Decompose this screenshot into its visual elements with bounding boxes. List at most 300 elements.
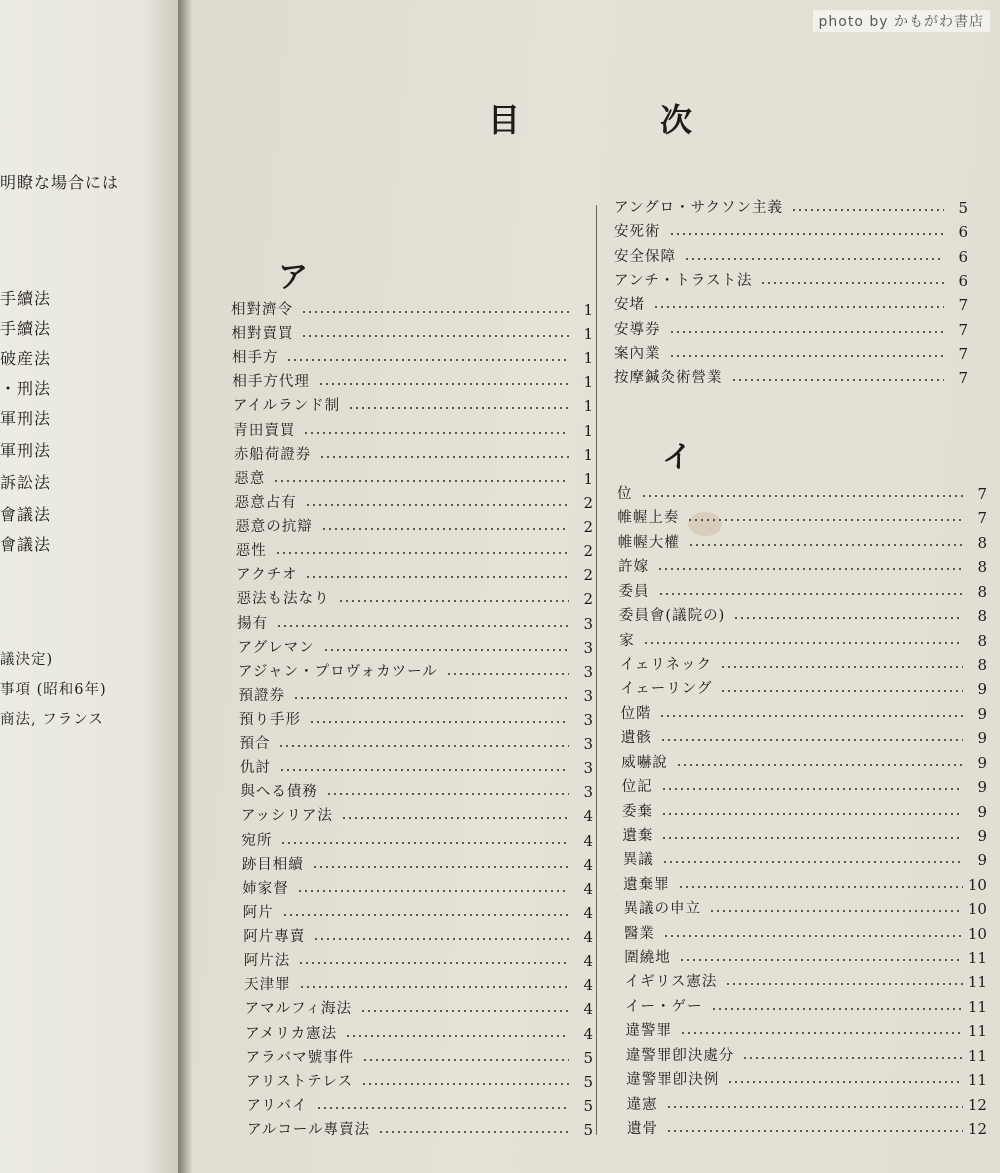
dot-leader — [760, 280, 944, 286]
toc-entry-term: 青田賣買 — [233, 422, 296, 439]
dot-leader — [280, 840, 569, 846]
dot-leader — [662, 859, 963, 865]
dot-leader — [688, 542, 963, 548]
toc-entry-page-number: 5 — [583, 1096, 593, 1115]
dot-leader — [661, 835, 963, 841]
toc-entry-page-number: 2 — [583, 590, 593, 609]
toc-entry-page-number: 4 — [583, 1024, 593, 1043]
dot-leader — [680, 1030, 963, 1036]
toc-entry-page-number: 12 — [967, 1120, 987, 1138]
toc-entry-page-number: 4 — [583, 1000, 593, 1019]
toc-entry — [623, 873, 987, 895]
toc-entry-term: 跡目相續 — [241, 856, 304, 873]
toc-entry — [238, 660, 593, 682]
dot-leader — [660, 737, 963, 743]
toc-entry-page-number: 11 — [967, 1046, 987, 1065]
toc-entry-term: 預合 — [239, 736, 271, 753]
toc-entry — [626, 1068, 987, 1090]
dot-leader — [666, 1104, 963, 1110]
toc-entry-term: 家 — [619, 632, 635, 649]
toc-entry-term: 遺棄 — [622, 827, 654, 844]
toc-entry-page-number: 1 — [583, 421, 593, 440]
toc-entry — [235, 515, 593, 537]
dot-leader — [653, 304, 944, 310]
toc-entry — [619, 629, 987, 651]
toc-entry — [624, 946, 987, 968]
toc-entry-page-number: 6 — [958, 271, 968, 290]
dot-leader — [298, 960, 569, 966]
toc-entry-term: アグレマン — [237, 639, 315, 656]
toc-entry-term: 阿片法 — [243, 953, 291, 970]
toc-entry-term: アイルランド制 — [232, 398, 341, 415]
dot-leader — [312, 864, 569, 870]
left-page-line: 議決定) — [0, 652, 54, 668]
toc-entry — [614, 245, 968, 267]
toc-entry-term: 預證券 — [238, 687, 286, 704]
dot-leader — [666, 1128, 963, 1134]
section-heading-letter: イ — [662, 440, 692, 475]
toc-entry-page-number: 9 — [977, 704, 987, 723]
dot-leader — [643, 640, 963, 646]
toc-entry — [620, 702, 987, 724]
toc-entry-page-number: 9 — [977, 680, 987, 699]
title-char-1: 目 — [488, 101, 523, 139]
toc-entry — [617, 482, 987, 504]
dot-leader — [733, 615, 963, 621]
dot-leader — [378, 1129, 569, 1135]
left-page-line: 軍刑法 — [0, 441, 52, 460]
dot-leader — [678, 884, 963, 890]
dot-leader — [301, 309, 569, 315]
dot-leader — [658, 591, 963, 597]
toc-entry-page-number: 11 — [967, 1071, 987, 1090]
toc-entry-page-number: 5 — [958, 199, 968, 217]
left-page-line: 手續法 — [0, 289, 52, 308]
toc-entry-page-number: 9 — [977, 802, 987, 821]
toc-entry-term: 委棄 — [622, 803, 653, 820]
toc-entry-page-number: 8 — [977, 631, 987, 650]
dot-leader — [684, 256, 944, 262]
toc-entry-term: 圍繞地 — [624, 950, 671, 967]
toc-entry — [624, 897, 987, 919]
toc-entry-term: 阿片專賣 — [243, 929, 306, 946]
dot-leader — [319, 454, 569, 460]
toc-entry — [622, 824, 987, 846]
toc-entry-term: イー・ゲー — [625, 998, 703, 1015]
left-page-line: 商法, フランス — [0, 712, 104, 728]
toc-entry-term: アクチオ — [236, 567, 298, 584]
dot-leader — [361, 1081, 569, 1087]
toc-entry-term: 相對賣買 — [231, 326, 294, 343]
toc-entry-term: アンチ・トラスト法 — [614, 272, 753, 289]
toc-entry-page-number: 3 — [583, 638, 593, 657]
toc-entry-page-number: 9 — [977, 729, 987, 748]
toc-entry-term: 威嚇說 — [621, 754, 668, 771]
toc-entry — [231, 298, 593, 320]
toc-entry-page-number: 10 — [967, 875, 987, 894]
toc-entry-term: 阿片 — [242, 904, 274, 921]
dot-leader — [323, 647, 569, 653]
dot-leader — [669, 329, 945, 335]
toc-entry — [614, 269, 968, 291]
toc-entry-term: アリバイ — [246, 1097, 308, 1114]
toc-entry-term: 委員會(議院の) — [618, 608, 726, 625]
toc-entry-page-number: 8 — [977, 533, 987, 552]
toc-entry — [241, 804, 593, 826]
toc-entry-term: イェリネック — [619, 656, 713, 673]
toc-entry-term: 位 — [617, 486, 633, 502]
toc-entry-page-number: 4 — [583, 952, 593, 971]
toc-entry — [619, 604, 987, 626]
dot-leader — [273, 478, 569, 484]
toc-entry-page-number: 8 — [977, 655, 987, 674]
toc-entry — [619, 580, 987, 602]
toc-entry — [233, 419, 593, 441]
toc-entry-page-number: 1 — [583, 397, 593, 416]
toc-entry-page-number: 9 — [977, 753, 987, 772]
toc-entry-term: 赤船荷證券 — [233, 446, 312, 463]
toc-entry-page-number: 9 — [977, 778, 987, 797]
toc-entry-term: 案內業 — [614, 345, 661, 362]
toc-entry — [614, 342, 968, 364]
dot-leader — [282, 912, 569, 918]
dot-leader — [661, 786, 963, 792]
toc-entry — [625, 970, 987, 992]
toc-entry-page-number: 12 — [967, 1095, 987, 1114]
dot-leader — [791, 207, 944, 213]
dot-leader — [303, 430, 569, 436]
toc-entry-page-number: 1 — [583, 469, 593, 488]
toc-entry — [232, 346, 593, 368]
toc-entry — [242, 853, 593, 875]
toc-entry-page-number: 10 — [967, 924, 987, 943]
toc-entry-term: 按摩鍼灸術營業 — [614, 370, 723, 387]
dot-leader — [316, 1105, 569, 1111]
toc-entry — [235, 491, 593, 513]
toc-entry-page-number: 3 — [583, 686, 593, 705]
toc-entry-page-number: 7 — [958, 296, 968, 315]
toc-entry-page-number: 4 — [583, 976, 593, 995]
toc-entry-term: 安堵 — [614, 297, 645, 314]
book-gutter — [178, 0, 192, 1173]
toc-entry-term: 許嫁 — [618, 559, 650, 576]
toc-entry-term: 遺棄罪 — [623, 876, 670, 893]
dot-leader — [305, 502, 569, 508]
toc-entry-term: 帷幄大權 — [617, 534, 680, 551]
toc-entry — [245, 997, 593, 1019]
toc-entry-term: 異議 — [622, 852, 654, 869]
toc-entry — [246, 1070, 593, 1092]
toc-entry-term: アマルフィ海法 — [244, 1001, 352, 1018]
toc-entry-term: アッシリア法 — [240, 808, 333, 825]
toc-entry-page-number: 4 — [583, 831, 593, 850]
toc-entry-term: 惡意 — [234, 470, 266, 487]
toc-entry-page-number: 1 — [583, 325, 593, 344]
toc-entry-page-number: 3 — [583, 662, 593, 681]
toc-entry — [239, 684, 593, 706]
toc-entry-term: 姉家督 — [242, 880, 289, 897]
dot-leader — [709, 908, 963, 914]
toc-entry-page-number: 2 — [583, 518, 593, 537]
dot-leader — [641, 493, 964, 499]
toc-entry-term: 預り手形 — [239, 712, 301, 728]
dot-leader — [742, 1055, 963, 1061]
toc-entry-page-number: 11 — [967, 949, 987, 968]
toc-entry-page-number: 9 — [977, 826, 987, 845]
toc-entry-page-number: 2 — [583, 542, 593, 561]
toc-entry-term: 仇討 — [239, 760, 271, 777]
toc-entry-term: 位階 — [620, 705, 652, 722]
toc-entry — [618, 531, 987, 553]
toc-entry-term: アルコール專賣法 — [247, 1122, 371, 1138]
toc-entry-page-number: 5 — [583, 1121, 593, 1139]
toc-entry — [233, 394, 593, 416]
toc-entry — [237, 612, 593, 634]
dot-leader — [669, 231, 945, 237]
toc-entry-page-number: 1 — [583, 445, 593, 464]
dot-leader — [301, 333, 569, 339]
toc-entry — [627, 1117, 987, 1139]
toc-entry-page-number: 10 — [967, 900, 987, 919]
toc-entry — [239, 708, 593, 730]
toc-entry-term: アリストテレス — [246, 1073, 353, 1090]
dot-leader — [279, 767, 569, 773]
toc-entry-term: 違警罪卽決例 — [626, 1072, 720, 1089]
toc-entry-term: 安導券 — [614, 321, 661, 338]
toc-entry — [625, 1019, 987, 1041]
dot-leader — [338, 598, 569, 604]
left-page-line: 會議法 — [0, 535, 52, 554]
toc-entry — [246, 1046, 593, 1068]
toc-entry-term: 違警罪 — [625, 1023, 672, 1040]
toc-entry-page-number: 3 — [583, 614, 593, 633]
toc-entry — [621, 751, 987, 773]
toc-entry-page-number: 9 — [977, 851, 987, 870]
toc-entry — [242, 877, 593, 899]
toc-entry-term: 相手方代理 — [232, 374, 310, 391]
left-page-line: 軍刑法 — [0, 409, 52, 428]
dot-leader — [446, 671, 569, 677]
toc-entry-page-number: 6 — [958, 247, 968, 266]
toc-entry — [614, 220, 968, 242]
left-page-line: 破産法 — [0, 349, 52, 368]
dot-leader — [293, 695, 569, 701]
dot-leader — [318, 381, 569, 387]
dot-leader — [659, 713, 963, 719]
toc-entry — [614, 318, 968, 340]
toc-entry — [239, 732, 593, 754]
toc-entry-term: アングロ・サクソン主義 — [614, 200, 784, 216]
toc-entry-page-number: 3 — [583, 735, 593, 754]
toc-entry-term: 位記 — [621, 779, 653, 796]
toc-entry-term: 安全保障 — [614, 248, 676, 265]
toc-entry-page-number: 5 — [583, 1072, 593, 1091]
toc-entry — [244, 973, 593, 995]
toc-entry-term: 帷幄上奏 — [617, 510, 680, 527]
toc-entry-term: 天津罪 — [244, 977, 291, 994]
toc-entry-term: 違憲 — [626, 1096, 658, 1113]
toc-entry-term: 與へる債務 — [240, 784, 318, 801]
dot-leader — [309, 719, 569, 725]
toc-entry — [232, 370, 593, 392]
toc-entry — [614, 196, 968, 218]
toc-entry-term: 宛所 — [241, 832, 273, 849]
toc-entry-page-number: 1 — [583, 301, 593, 319]
toc-entry-page-number: 4 — [583, 879, 593, 898]
toc-entry-page-number: 5 — [583, 1048, 593, 1067]
toc-entry-page-number: 11 — [967, 1022, 987, 1041]
toc-entry — [625, 995, 987, 1017]
dot-leader — [286, 357, 569, 363]
dot-leader — [362, 1057, 569, 1063]
toc-entry — [620, 653, 987, 675]
dot-leader — [299, 984, 569, 990]
toc-entry-page-number: 3 — [583, 783, 593, 802]
dot-leader — [676, 762, 963, 768]
toc-entry — [243, 925, 593, 947]
dot-leader — [669, 353, 945, 359]
toc-entry-page-number: 2 — [583, 566, 593, 585]
toc-entry — [231, 322, 593, 344]
toc-entry-term: 委員 — [618, 583, 650, 600]
dot-leader — [720, 664, 963, 670]
toc-entry — [623, 848, 987, 870]
toc-entry-term: イェーリング — [620, 681, 713, 698]
toc-entry — [241, 829, 593, 851]
toc-entry — [240, 780, 593, 802]
toc-entry-term: 惡法も法なり — [236, 591, 330, 608]
left-page — [0, 0, 178, 1173]
toc-entry — [244, 949, 593, 971]
toc-entry-page-number: 3 — [583, 759, 593, 778]
toc-entry — [236, 563, 593, 585]
toc-entry-page-number: 11 — [967, 997, 987, 1016]
toc-entry — [626, 1044, 987, 1066]
dot-leader — [326, 791, 569, 797]
toc-entry-term: 醫業 — [623, 925, 655, 942]
toc-entry-term: 遺骨 — [627, 1121, 658, 1137]
toc-entry-term: 違警罪卽決處分 — [625, 1047, 735, 1064]
dot-leader — [276, 623, 569, 629]
dot-leader — [727, 1079, 963, 1085]
toc-entry-page-number: 1 — [583, 373, 593, 392]
toc-entry-page-number: 4 — [583, 855, 593, 874]
toc-entry-page-number: 4 — [583, 807, 593, 826]
toc-entry — [620, 677, 987, 699]
toc-entry-page-number: 4 — [583, 928, 593, 947]
toc-entry-term: アメリカ憲法 — [245, 1025, 338, 1042]
toc-entry — [237, 587, 593, 609]
toc-entry-term: 惡意の抗辯 — [235, 519, 313, 536]
toc-entry — [614, 293, 968, 315]
toc-entry-page-number: 7 — [977, 509, 987, 528]
watermark: photo by かもがわ書店 — [813, 10, 990, 32]
dot-leader — [348, 405, 569, 411]
toc-entry-page-number: 8 — [977, 607, 987, 626]
dot-leader — [720, 688, 963, 694]
toc-entry-page-number: 1 — [583, 349, 593, 368]
toc-entry-term: イギリス憲法 — [624, 974, 718, 991]
toc-entry-term: 惡性 — [235, 543, 267, 560]
dot-leader — [297, 888, 569, 894]
left-page-line: 手續法 — [0, 319, 52, 338]
toc-entry — [245, 1022, 593, 1044]
toc-entry-term: 遺骸 — [620, 730, 652, 747]
dot-leader — [711, 1006, 963, 1012]
title-char-2: 次 — [660, 101, 695, 139]
dot-leader — [278, 743, 569, 749]
left-page-line: ・刑法 — [0, 379, 52, 398]
toc-entry-term: 惡意占有 — [234, 494, 297, 511]
toc-entry-page-number: 8 — [977, 558, 987, 577]
dot-leader — [345, 1033, 569, 1039]
toc-entry — [622, 800, 987, 822]
dot-leader — [687, 517, 963, 523]
dot-leader — [679, 957, 963, 963]
toc-entry — [621, 726, 987, 748]
left-page-line: 訴訟法 — [0, 473, 52, 492]
toc-entry — [247, 1094, 593, 1116]
dot-leader — [360, 1008, 569, 1014]
toc-entry-term: 異議の申立 — [623, 901, 702, 918]
toc-entry-page-number: 2 — [583, 493, 593, 512]
toc-entry-page-number: 6 — [958, 223, 968, 242]
dot-leader — [661, 811, 963, 817]
dot-leader — [341, 815, 569, 821]
dot-leader — [275, 550, 569, 556]
left-page-line: 會議法 — [0, 505, 52, 524]
toc-entry — [234, 443, 593, 465]
dot-leader — [731, 377, 945, 383]
toc-entry — [617, 506, 987, 528]
toc-entry — [243, 901, 593, 923]
toc-entry-term: アラバマ號事件 — [245, 1049, 355, 1066]
column-divider — [596, 205, 597, 1135]
toc-entry-page-number: 11 — [967, 973, 987, 992]
toc-entry-page-number: 8 — [977, 582, 987, 601]
dot-leader — [663, 933, 963, 939]
toc-entry — [240, 756, 593, 778]
toc-entry — [618, 555, 987, 577]
toc-entry-page-number: 7 — [958, 320, 968, 339]
toc-entry — [238, 636, 593, 658]
left-page-line: 事項 (昭和6年) — [0, 682, 107, 698]
toc-entry-page-number: 4 — [583, 903, 593, 922]
dot-leader — [725, 981, 963, 987]
dot-leader — [321, 526, 569, 532]
toc-entry-page-number: 7 — [958, 344, 968, 363]
toc-entry — [622, 775, 987, 797]
dot-leader — [313, 936, 569, 942]
toc-entry-term: 揚有 — [237, 615, 269, 632]
section-heading-letter: ア — [278, 260, 308, 295]
toc-entry-page-number: 7 — [977, 485, 987, 503]
toc-entry-term: 相對濟令 — [231, 302, 293, 318]
toc-entry-term: 安死術 — [614, 224, 661, 241]
toc-entry — [247, 1118, 593, 1140]
toc-entry-page-number: 7 — [958, 369, 968, 388]
dot-leader — [657, 566, 963, 572]
toc-entry — [627, 1093, 987, 1115]
toc-entry-page-number: 3 — [583, 711, 593, 729]
toc-entry — [614, 366, 968, 388]
toc-entry-term: 相手方 — [231, 350, 279, 367]
toc-entry — [624, 922, 987, 944]
left-page-line: 明瞭な場合には — [0, 173, 120, 192]
dot-leader — [305, 574, 569, 580]
toc-entry-term: アジャン・プロヴォカツール — [238, 663, 438, 680]
toc-entry — [236, 539, 593, 561]
